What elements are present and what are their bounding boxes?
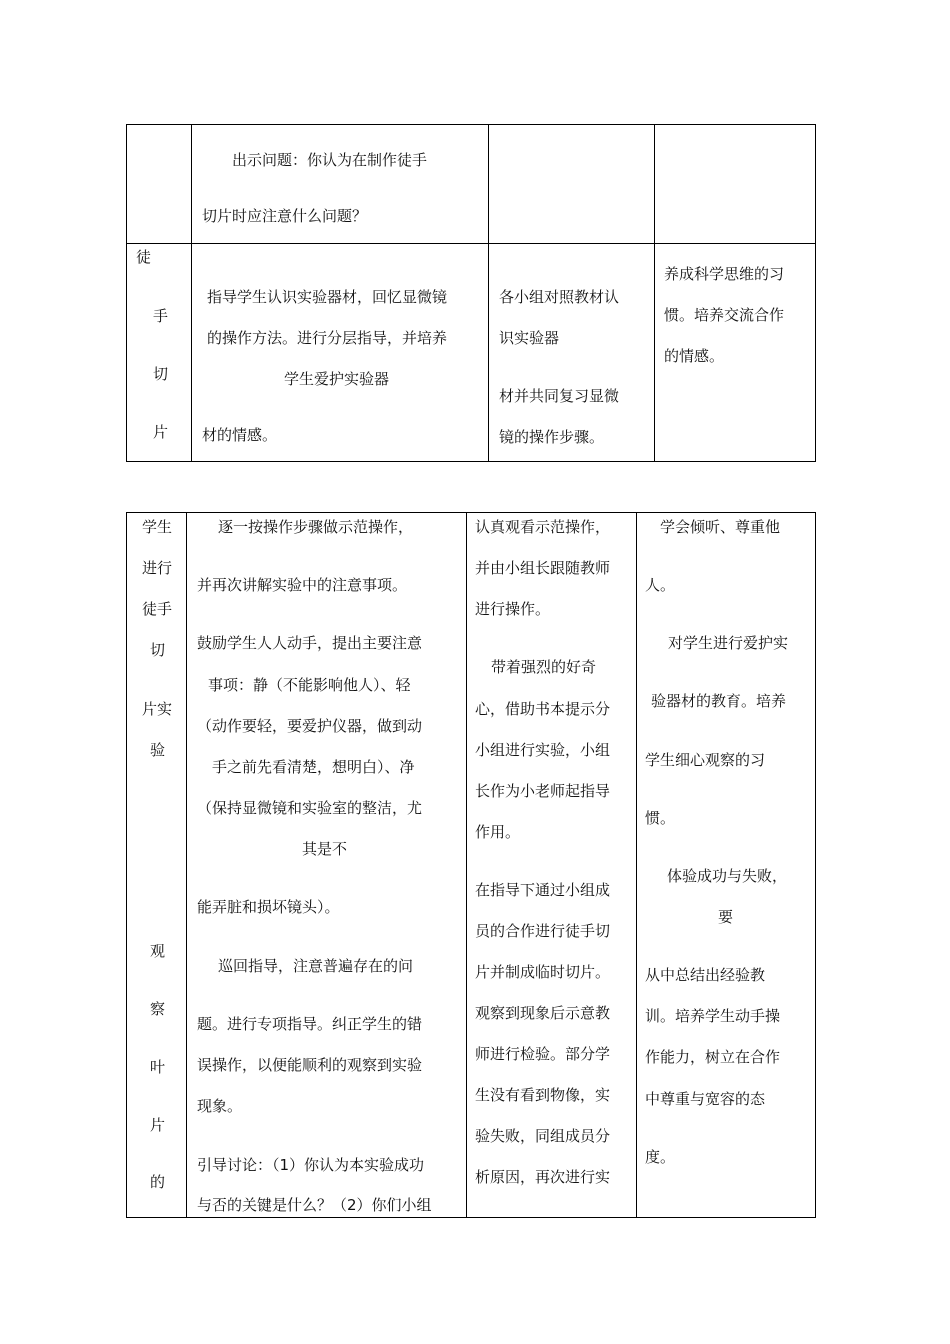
student-activity-line: 验失败，同组成员分 [475, 1127, 611, 1145]
student-activity-line: 观察到现象后示意教 [475, 1004, 611, 1022]
teacher-activity-line: 手之前先看清楚，想明白）、净 [212, 758, 415, 776]
stage-label-line: 叶 [150, 1058, 166, 1076]
row1-content-line: 出示问题：你认为在制作徒手 [232, 151, 428, 169]
design-purpose-line: 验器材的教育。培养 [651, 692, 787, 710]
stage-label-line: 切 [150, 641, 166, 659]
stage-label-line: 验 [150, 741, 166, 759]
column-divider [488, 125, 489, 461]
teacher-activity-line: 现象。 [197, 1097, 243, 1115]
teacher-activity-line: 事项：静（不能影响他人）、轻 [208, 676, 411, 694]
student-activity-line: 镜的操作步骤。 [499, 428, 605, 446]
teacher-activity-line: 与否的关键是什么？（2）你们小组 [197, 1196, 432, 1214]
student-activity-line: 长作为小老师起指导 [475, 782, 611, 800]
design-purpose-line: 训。培养学生动手操 [645, 1007, 781, 1025]
student-activity-line: 片并制成临时切片。 [475, 963, 611, 981]
design-purpose-line: 要 [718, 908, 734, 926]
student-activity-line: 认真观看示范操作， [475, 518, 611, 536]
student-activity-line: 材并共同复习显微 [499, 387, 620, 405]
row-divider [127, 243, 815, 244]
column-divider [191, 125, 192, 461]
stage-label-char: 切 [153, 365, 169, 383]
teacher-activity-line: （保持显微镜和实验室的整洁，尤 [197, 799, 423, 817]
student-activity-line: 员的合作进行徒手切 [475, 922, 611, 940]
student-activity-line: 带着强烈的好奇 [491, 658, 597, 676]
column-divider [654, 125, 655, 461]
teacher-activity-line: 材的情感。 [202, 426, 278, 444]
teacher-activity-line: 引导讨论：（1）你认为本实验成功 [197, 1156, 425, 1174]
stage-label-char: 片 [153, 423, 169, 441]
teacher-activity-line: 逐一按操作步骤做示范操作， [218, 518, 414, 536]
design-purpose-line: 养成科学思维的习 [664, 265, 785, 283]
design-purpose-line: 从中总结出经验教 [645, 966, 766, 984]
design-purpose-line: 人。 [645, 576, 676, 594]
student-activity-line: 各小组对照教材认 [499, 288, 620, 306]
student-activity-line: 师进行检验。部分学 [475, 1045, 611, 1063]
teacher-activity-line: 巡回指导，注意普遍存在的问 [218, 957, 414, 975]
teacher-activity-line: 误操作，以便能顺利的观察到实验 [197, 1056, 423, 1074]
design-purpose-line: 对学生进行爱护实 [668, 634, 789, 652]
student-activity-line: 识实验器 [499, 329, 560, 347]
teacher-activity-line: 并再次讲解实验中的注意事项。 [197, 576, 408, 594]
stage-label-line: 片 [150, 1116, 166, 1134]
teacher-activity-line: （动作要轻，要爱护仪器，做到动 [197, 717, 423, 735]
teacher-activity-line: 题。进行专项指导。纠正学生的错 [197, 1015, 423, 1033]
teacher-activity-line: 能弄脏和损坏镜头）。 [197, 898, 340, 916]
stage-label-line: 进行 [142, 559, 173, 577]
design-purpose-line: 体验成功与失败， [667, 867, 788, 885]
stage-label-line: 片实 [142, 700, 173, 718]
student-activity-line: 作用。 [475, 823, 521, 841]
stage-label-line: 学生 [142, 518, 173, 536]
stage-label-line: 观 [150, 942, 166, 960]
column-divider [636, 513, 637, 1217]
teacher-activity-line: 鼓励学生人人动手，提出主要注意 [197, 634, 423, 652]
column-divider [466, 513, 467, 1217]
design-purpose-line: 惯。 [645, 809, 676, 827]
design-purpose-line: 学会倾听、尊重他 [660, 518, 781, 536]
row1-content-line: 切片时应注意什么问题？ [202, 207, 368, 225]
design-purpose-line: 度。 [645, 1148, 676, 1166]
teacher-activity-line: 指导学生认识实验器材，回忆显微镜 [207, 288, 448, 306]
stage-label-char: 手 [153, 307, 169, 325]
stage-label-char: 徒 [136, 248, 152, 266]
design-purpose-line: 惯。培养交流合作 [664, 306, 785, 324]
student-activity-line: 并由小组长跟随教师 [475, 559, 611, 577]
column-divider [186, 513, 187, 1217]
student-activity-line: 析原因，再次进行实 [475, 1168, 611, 1186]
student-activity-line: 生没有看到物像，实 [475, 1086, 611, 1104]
student-activity-line: 在指导下通过小组成 [475, 881, 611, 899]
student-activity-line: 进行操作。 [475, 600, 551, 618]
teacher-activity-line: 学生爱护实验器 [284, 370, 390, 388]
student-activity-line: 小组进行实验，小组 [475, 741, 611, 759]
stage-label-line: 徒手 [142, 600, 173, 618]
design-purpose-line: 中尊重与宽容的态 [645, 1090, 766, 1108]
stage-label-line: 察 [150, 1000, 166, 1018]
student-activity-line: 心，借助书本提示分 [475, 700, 611, 718]
design-purpose-line: 的情感。 [664, 347, 725, 365]
design-purpose-line: 作能力，树立在合作 [645, 1048, 781, 1066]
design-purpose-line: 学生细心观察的习 [645, 751, 766, 769]
teacher-activity-line: 其是不 [302, 840, 348, 858]
stage-label-line: 的 [150, 1173, 166, 1191]
teacher-activity-line: 的操作方法。进行分层指导，并培养 [207, 329, 448, 347]
